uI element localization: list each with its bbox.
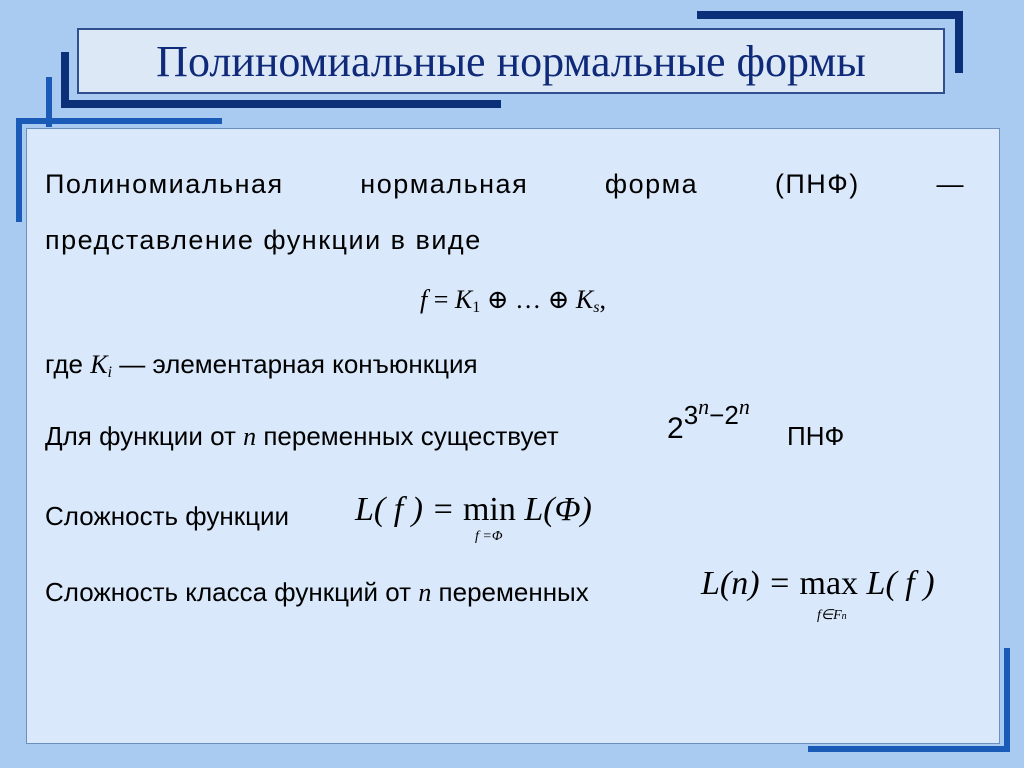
decor-bar-far-left-vertical [16,118,22,222]
definition-word: форма [604,169,699,199]
complexity-rhs: L(Φ) [524,491,592,528]
class-formula [701,565,935,603]
definition-word: — [936,169,965,199]
decor-bar-top-right-vertical [955,11,963,73]
count-var: n [243,422,257,451]
complexity-label: Сложность функции [45,501,290,531]
where-sub: i [107,364,113,382]
complexity-under: f =Φ [475,529,503,544]
where-prefix: где [45,349,83,379]
title-box [77,28,945,94]
formula-oplus: ⊕ [486,285,509,314]
where-text: — элементарная конъюнкция [119,349,478,379]
count-minus: −2 [709,400,739,430]
definition-word: (ПНФ) [774,169,860,199]
formula-comma: , [599,285,607,314]
decor-bar-bottom [61,100,501,108]
formula-equals: = [433,285,449,314]
count-line [45,421,559,452]
page-title: Полиномиальные нормальные формы [156,36,866,86]
complexity-min: min [462,491,516,528]
count-mid: переменных существует [263,421,559,451]
decor-bar-bottom-right-horizontal [808,746,1010,752]
count-suffix: ПНФ [787,421,845,451]
definition-word: Полиномиальная [45,169,284,199]
class-label [45,577,589,608]
complexity-formula [355,491,592,529]
class-var: n [418,578,432,607]
definition-line-1 [45,169,965,200]
definition-line-2: представление функции в виде [45,225,482,255]
count-n2: n [738,394,750,419]
class-prefix: Сложность класса функций от [45,577,412,607]
content-panel [26,128,1000,744]
complexity-lhs: L( f ) = [355,491,455,528]
formula-k1: K [454,285,473,314]
class-lhs: L(n) = [701,565,791,602]
count-base: 2 [667,412,684,445]
class-under-n: n [841,611,847,622]
count-three: 3 [683,400,699,430]
class-under [817,607,847,624]
class-rhs: L( f ) [866,565,935,602]
where-var: K [90,350,108,379]
where-line [45,349,478,382]
class-suffix: переменных [438,577,589,607]
formula-k1-index: 1 [472,299,481,317]
formula-oplus: ⊕ [547,285,570,314]
count-n1: n [698,394,710,419]
formula-ks: K [575,285,594,314]
formula-dots: … [515,285,542,314]
count-expression [667,394,750,446]
definition-word: нормальная [360,169,529,199]
formula-f: f [419,285,428,314]
decor-bar-outer-left-horizontal [16,118,222,124]
class-max: max [799,565,859,602]
count-prefix: Для функции от [45,421,236,451]
formula-ks-index: s [593,299,600,317]
pnf-formula [27,285,999,317]
class-under-f: f∈F [817,608,842,623]
decor-bar-top [697,11,959,19]
decor-bar-bottom-right-vertical [1004,648,1010,752]
